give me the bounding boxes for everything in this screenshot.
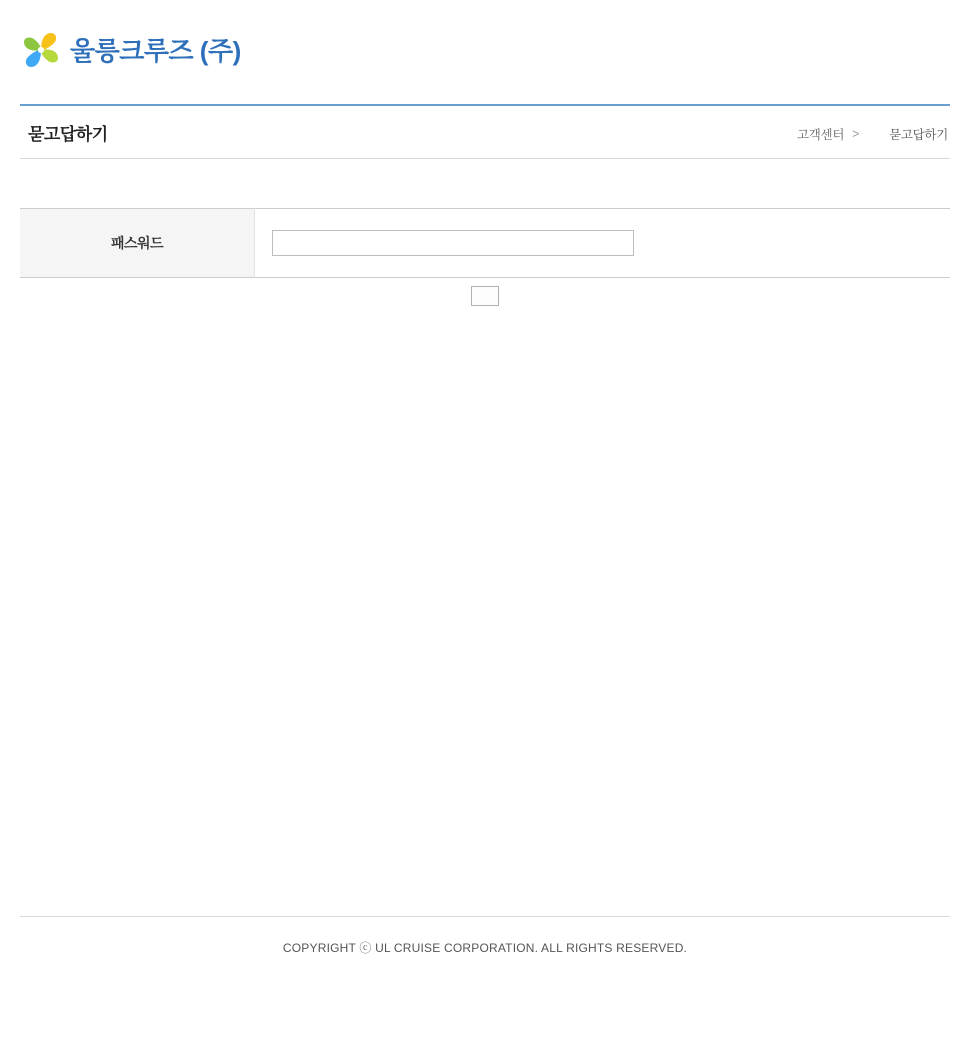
site-header [0,0,970,104]
page-title: 묻고답하기 [28,125,108,144]
submit-button[interactable] [471,286,499,306]
password-form-table [20,208,950,278]
table-row [20,209,950,278]
main-content [20,159,950,306]
breadcrumb-current: 묻고답하기 [889,128,948,142]
brand-name: 울릉크루즈 (주) [70,36,241,66]
password-label: 패스워드 [20,209,255,278]
breadcrumb-parent[interactable]: 고객센터 [797,128,845,142]
breadcrumb [797,125,948,143]
content-spacer [20,159,950,208]
site-footer [0,916,970,956]
submit-row [20,286,950,306]
footer-divider [20,916,950,917]
password-input[interactable] [272,230,634,256]
site-logo[interactable] [20,30,241,72]
page-title-bar [20,104,950,159]
copyright-text: COPYRIGHT ⓒ UL CRUISE CORPORATION. ALL RIGHTS RESERVED. [282,941,688,955]
pinwheel-flower-logo-icon [20,30,62,72]
breadcrumb-separator-icon: > [852,127,860,141]
password-input-cell [255,209,951,278]
